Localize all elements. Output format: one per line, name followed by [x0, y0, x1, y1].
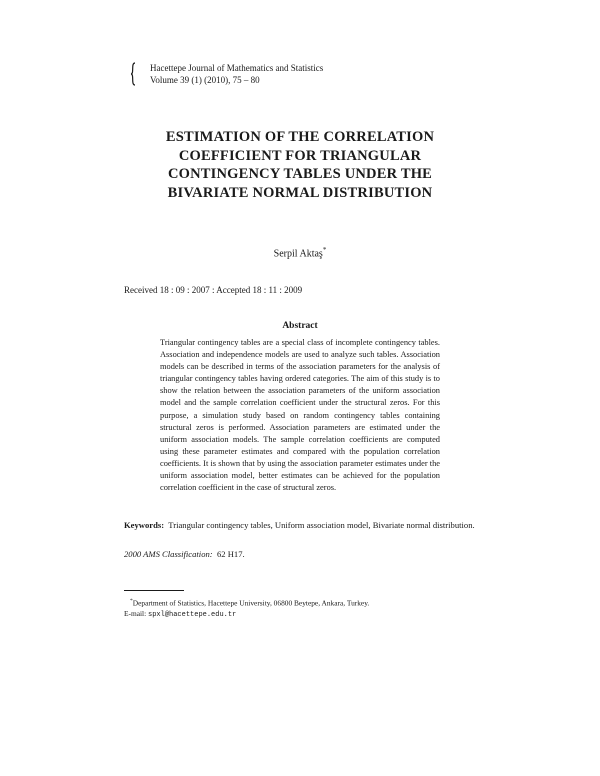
abstract-text: Triangular contingency tables are a special class of incomplete contingency tables. Association and independence models are used to analyze such tables. Association models can be described in terms of the association parameters for the analysis of triangular contingency tables having ordered categories. The aim of this study is to show the relation between the association parameters of the uniform association model and the sample correlation coefficient under the structural zeros. For this purpose, a simulation study based on random contingency tables containing structural zeros is performed. Association parameters are estimated under the uniform association models. The sample correlation coefficients are computed using these parameter estimates and compared with the population correlation coefficients. It is shown that by using the association parameter estimates under the uniform association model, better estimates can be achieved for the population correlation coefficient in the case of structural zeros. — [160, 338, 440, 493]
ams-label: 2000 AMS Classification: — [124, 549, 213, 559]
title-line: CONTINGENCY TABLES UNDER THE — [167, 166, 433, 182]
title-line: COEFFICIENT FOR TRIANGULAR — [178, 147, 422, 164]
keywords — [124, 519, 476, 531]
author-footnote-mark: * — [322, 246, 327, 254]
ams-classification — [124, 549, 245, 559]
brace-icon — [130, 62, 136, 86]
title-line: ESTIMATION OF THE CORRELATION — [165, 129, 435, 145]
journal-name: Hacettepe Journal of Mathematics and Statistics — [150, 63, 324, 73]
email-link[interactable]: spxl@hacettepe.edu.tr — [148, 610, 237, 619]
keywords-text: Triangular contingency tables, Uniform association model, Bivariate normal distribution. — [168, 520, 475, 530]
title-line: BIVARIATE NORMAL DISTRIBUTION — [167, 184, 433, 201]
footnote — [124, 596, 476, 620]
abstract-heading: Abstract — [282, 321, 318, 331]
paper-title — [0, 128, 600, 202]
author — [0, 246, 600, 259]
journal-header — [130, 62, 323, 86]
submission-dates: Received 18 : 09 : 2007 : Accepted 18 : 11 : 2009 — [124, 285, 303, 295]
journal-volume: Volume 39 (1) (2010), 75 – 80 — [150, 75, 260, 85]
ams-code: 62 H17. — [216, 549, 245, 559]
email-label: E-mail: — [124, 608, 147, 618]
footnote-divider — [124, 590, 184, 591]
author-name: Serpil Aktaş — [273, 248, 323, 260]
footnote-mark: * — [130, 598, 133, 604]
footnote-affiliation: Department of Statistics, Hacettepe University, 06800 Beytepe, Ankara, Turkey. — [132, 598, 370, 608]
keywords-label: Keywords: — [124, 520, 165, 530]
